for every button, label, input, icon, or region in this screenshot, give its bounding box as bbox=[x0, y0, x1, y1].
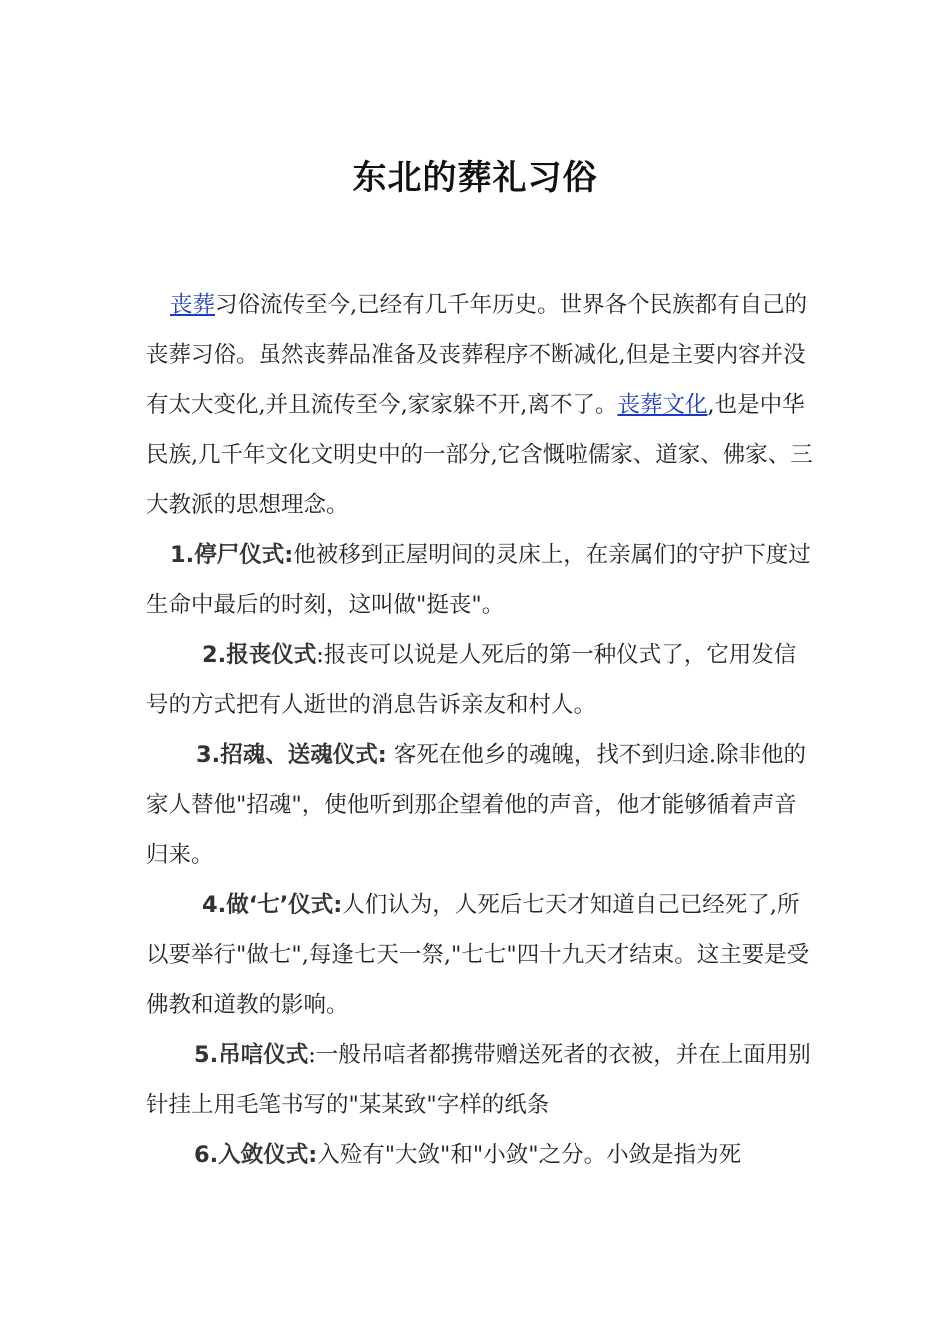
item-label: 5.吊唁仪式 bbox=[194, 1042, 309, 1068]
item-text: 他被移到正屋明间的灵床上，在亲属们的守护下度过生命中最后的时刻，这叫做"挺丧"。 bbox=[146, 542, 811, 618]
intro-paragraph bbox=[146, 280, 816, 530]
item-label: 3.招魂、送魂仪式: bbox=[196, 742, 387, 768]
item-label: 4.做‘七’仪式: bbox=[202, 892, 343, 918]
list-item bbox=[146, 880, 816, 1030]
item-text: 人们认为，人死后七天才知道自己已经死了,所以要举行"做七",每逢七天一祭,"七七"四十九天才结束。这主要是受佛教和道教的影响。 bbox=[146, 892, 810, 1018]
list-item bbox=[146, 730, 816, 880]
intro-text-2: ,也是中华民族,几千年文化文明史中的一部分,它含慨啦儒家、道家、佛家、三大教派的思想理念。 bbox=[146, 392, 813, 518]
list-item bbox=[146, 1030, 816, 1130]
funeral-culture-link[interactable]: 丧葬文化 bbox=[617, 392, 708, 418]
item-label: 1.停尸仪式: bbox=[170, 542, 294, 568]
item-label: 2.报丧仪式 bbox=[202, 642, 317, 668]
list-item bbox=[146, 630, 816, 730]
item-text: :报丧可以说是人死后的第一种仪式了，它用发信号的方式把有人逝世的消息告诉亲友和村人。 bbox=[146, 642, 797, 718]
funeral-link[interactable]: 丧葬 bbox=[170, 292, 216, 318]
document-title: 东北的葬礼习俗 bbox=[352, 158, 598, 198]
list-item bbox=[146, 530, 816, 630]
document-body bbox=[146, 280, 816, 1180]
item-label: 6.入敛仪式: bbox=[194, 1142, 318, 1168]
intro-text-1: 习俗流传至今,已经有几千年历史。世界各个民族都有自己的丧葬习俗。虽然丧葬品准备及丧葬程序不断减化,但是主要内容并没有太大变化,并且流传至今,家家躲不开,离不了。 bbox=[146, 292, 808, 418]
item-text: :一般吊唁者都携带赠送死者的衣被，并在上面用别针挂上用毛笔书写的"某某致"字样的纸条 bbox=[146, 1042, 811, 1118]
item-text: 客死在他乡的魂魄，找不到归途.除非他的家人替他"招魂"，使他听到那企望着他的声音，他才能够循着声音归来。 bbox=[146, 742, 807, 868]
item-text: 入殓有"大敛"和"小敛"之分。小敛是指为死 bbox=[317, 1142, 742, 1168]
list-item bbox=[146, 1130, 816, 1180]
